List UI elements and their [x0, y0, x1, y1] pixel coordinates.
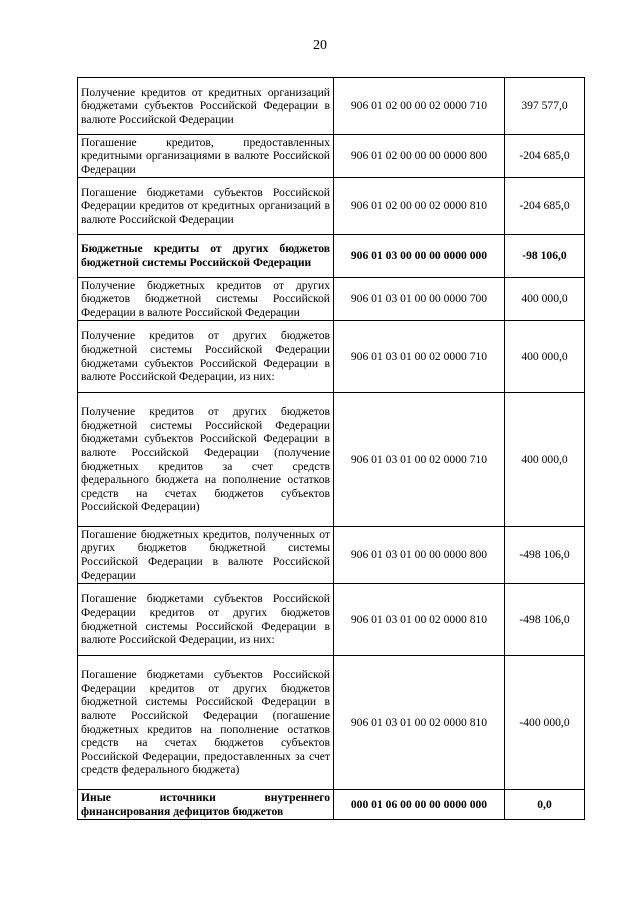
table-row [78, 278, 585, 321]
table-row [78, 656, 585, 790]
row-sum: 397 577,0 [505, 78, 585, 135]
row-code: 906 01 03 01 00 00 0000 800 [334, 527, 505, 584]
row-name: Получение кредитов от кредитных организаций бюджетами субъектов Российской Федерации в валюте Российской Федерации [78, 78, 334, 135]
row-code: 906 01 03 01 00 02 0000 810 [334, 584, 505, 656]
row-code: 906 01 03 01 00 02 0000 710 [334, 393, 505, 527]
row-code: 906 01 03 01 00 02 0000 810 [334, 656, 505, 790]
row-name: Погашение бюджетами субъектов Российской Федерации кредитов от других бюджетов бюджетной системы Российской Федерации в валюте Российской Федерации (погашение бюджетных кредитов на пополнение остатков средств на счетах бюджетов субъектов Российской Федерации, предоставленных за счет средств федерального бюджета) [78, 656, 334, 790]
row-code: 906 01 02 00 00 00 0000 800 [334, 135, 505, 178]
row-code: 906 01 03 00 00 00 0000 000 [334, 235, 505, 278]
table-row [78, 135, 585, 178]
row-code: 906 01 02 00 00 02 0000 810 [334, 178, 505, 235]
table-row-section [78, 790, 585, 820]
row-sum: -498 106,0 [505, 527, 585, 584]
table-row-section [78, 235, 585, 278]
row-sum: -498 106,0 [505, 584, 585, 656]
row-sum: -204 685,0 [505, 178, 585, 235]
row-sum: 400 000,0 [505, 278, 585, 321]
row-code: 906 01 02 00 00 02 0000 710 [334, 78, 505, 135]
row-sum: 400 000,0 [505, 393, 585, 527]
row-code: 906 01 03 01 00 00 0000 700 [334, 278, 505, 321]
row-code: 906 01 03 01 00 02 0000 710 [334, 321, 505, 393]
table-row [78, 527, 585, 584]
table-row [78, 78, 585, 135]
row-sum: -204 685,0 [505, 135, 585, 178]
row-name: Погашение кредитов, предоставленных кредитными организациями в валюте Российской Федерации [78, 135, 334, 178]
row-name: Бюджетные кредиты от других бюджетов бюджетной системы Российской Федерации [78, 235, 334, 278]
table-row [78, 178, 585, 235]
table-row [78, 321, 585, 393]
table-row [78, 584, 585, 656]
row-name: Получение бюджетных кредитов от других бюджетов бюджетной системы Российской Федерации в валюте Российской Федерации [78, 278, 334, 321]
row-name: Получение кредитов от других бюджетов бюджетной системы Российской Федерации бюджетами субъектов Российской Федерации в валюте Российской Федерации, из них: [78, 321, 334, 393]
row-name: Погашение бюджетами субъектов Российской Федерации кредитов от кредитных организаций в валюте Российской Федерации [78, 178, 334, 235]
row-name: Погашение бюджетных кредитов, полученных от других бюджетов бюджетной системы Российской Федерации в валюте Российской Федерации [78, 527, 334, 584]
row-sum: -98 106,0 [505, 235, 585, 278]
row-sum: 400 000,0 [505, 321, 585, 393]
row-name: Получение кредитов от других бюджетов бюджетной системы Российской Федерации бюджетами субъектов Российской Федерации в валюте Российской Федерации (получение бюджетных кредитов за счет средств федерального бюджета на пополнение остатков средств на счетах бюджетов субъектов Российской Федерации) [78, 393, 334, 527]
budget-sources-table [77, 77, 585, 820]
row-sum: 0,0 [505, 790, 585, 820]
row-name: Иные источники внутреннего финансирования дефицитов бюджетов [78, 790, 334, 820]
page-number: 20 [313, 38, 327, 53]
row-name: Погашение бюджетами субъектов Российской Федерации кредитов от других бюджетов бюджетной системы Российской Федерации в валюте Российской Федерации, из них: [78, 584, 334, 656]
row-sum: -400 000,0 [505, 656, 585, 790]
row-code: 000 01 06 00 00 00 0000 000 [334, 790, 505, 820]
table-row [78, 393, 585, 527]
